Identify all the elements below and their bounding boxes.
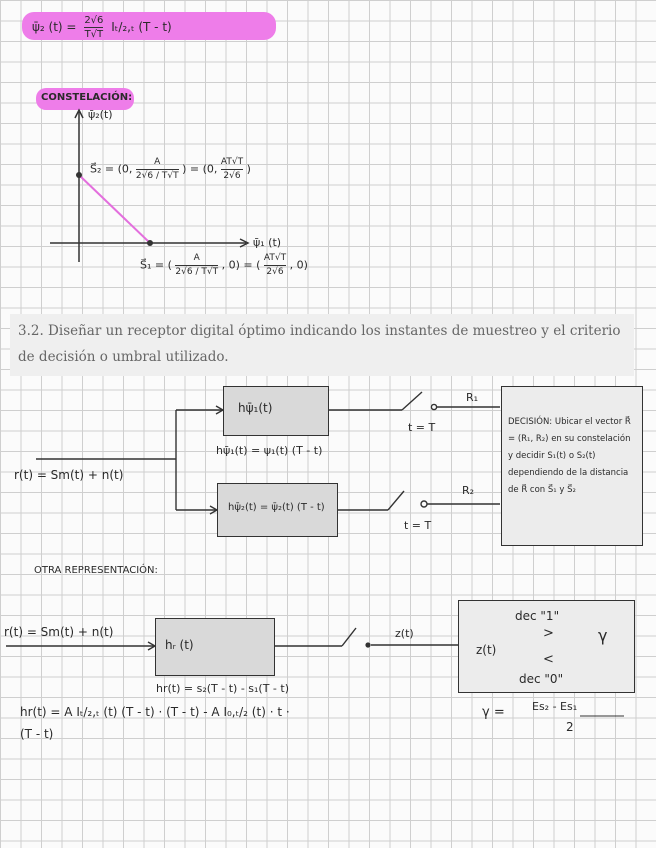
s1-fraction-2 [264,252,286,279]
threshold-gamma: γ [598,626,608,645]
s1-frac2-den: 2√6 [266,267,284,277]
question-text: 3.2. Diseñar un receptor digital óptimo indicando los instantes de muestreo y el criterio de decisión o umbral utilizado. [10,314,634,376]
s1-eq-b: , 0) = ( [221,258,261,272]
basis-eq-rest: Iₜ/₂,ₜ (T - t) [111,20,172,34]
s2-eq-c: ) [246,162,251,176]
s2-equation [90,156,251,183]
filter1-equation: hψ̄₁(t) = ψ₁(t) (T - t) [216,444,323,457]
s2-eq-a: = (0, [104,162,133,176]
receiver2-input-label: r(t) = Sm(t) + n(t) [4,625,114,639]
constellation-x-axis-label: ψ̄₁ (t) [253,236,282,249]
threshold-dec1: dec "1" [515,609,560,623]
output-r2-label: R₂ [462,484,475,497]
s1-frac2-num: AT√T [264,252,286,266]
s1-eq-a: = ( [154,258,172,272]
s2-fraction [136,156,179,183]
hr-definition-line2: (T - t) [20,727,54,741]
gamma-equation-den: 2 [566,720,574,734]
basis-eq-num: 2√6 [84,15,104,26]
constellation-y-axis-label: ψ̄₂(t) [88,108,113,121]
s1-equation [140,252,308,279]
s1-eq-c: , 0) [289,258,308,272]
s1-name: S⃗₁ [140,258,152,272]
hr-definition-line1: hr(t) = A Iₜ/₂,ₜ (t) (T - t) · (T - t) - A I₀,ₜ/₂ (t) · t · [20,705,290,719]
hr-filter-equation: hr(t) = s₂(T - t) - s₁(T - t) [156,682,289,695]
s2-frac2-den: 2√6 [223,171,241,181]
s2-fraction-2 [221,156,243,183]
gamma-equation-num: Es₂ - Es₁ [532,700,578,713]
threshold-gt: > [543,626,554,641]
threshold-dec0: dec "0" [519,672,564,686]
gamma-equation-lhs: γ = [482,705,505,720]
s2-frac-num: A [136,156,179,170]
threshold-lt: < [543,652,554,667]
decision-text: DECISIÓN: Ubicar el vector R⃗ = (R₁, R₂) en su constelación y decidir S₁(t) o S₂(t) dependiendo de la distancia de R⃗ con S⃗₁ y S⃗₂ [508,417,631,495]
s2-name: S⃗₂ [90,162,102,176]
s2-eq-b: ) = (0, [182,162,218,176]
sample1-label: t = T [408,421,436,434]
filter1-label: hψ̄₁(t) [238,401,273,415]
hr-filter-label: hᵣ (t) [165,638,194,652]
receiver1-input-label: r(t) = Sm(t) + n(t) [14,468,124,482]
s1-frac-den: 2√6 / T√T [175,267,219,277]
z-output-label: z(t) [395,627,414,640]
filter2-label: hψ̄₂(t) = ψ̄₂(t) (T - t) [228,502,325,513]
sample2-label: t = T [404,519,432,532]
s1-fraction [175,252,218,279]
s1-frac-num: A [175,252,218,266]
basis-eq-lhs: ψ̄₂ (t) = [32,20,77,34]
threshold-z-label: z(t) [476,643,497,657]
output-r1-label: R₁ [466,391,479,404]
basis-eq-den: T√T [84,29,104,40]
s2-frac2-num: AT√T [221,156,243,170]
s2-frac-den: 2√6 / T√T [135,171,179,181]
other-rep-label: OTRA REPRESENTACIÓN: [34,565,158,576]
constellation-label: CONSTELACIÓN: [41,92,133,103]
